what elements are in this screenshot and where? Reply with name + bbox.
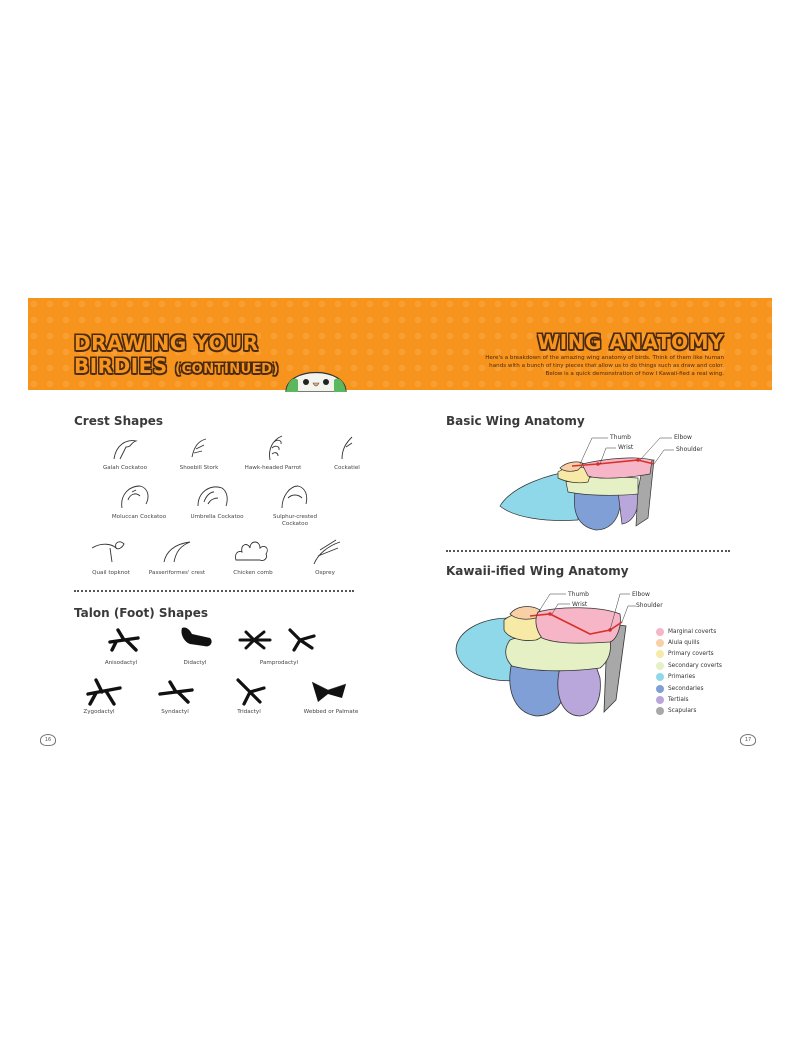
legend-item <box>656 649 722 660</box>
tridactyl-foot-icon <box>234 676 268 706</box>
legend-label: Primaries <box>668 674 696 681</box>
kawaii-wing-title: Kawaii-ified Wing Anatomy <box>446 564 629 578</box>
crest-caption-11: Osprey <box>315 570 335 576</box>
legend-item <box>656 694 722 705</box>
talon-caption-5: Syndactyl <box>161 709 189 715</box>
basic-shoulder-label: Shoulder <box>676 446 703 453</box>
page-number-left: 16 <box>40 734 56 746</box>
legend-label: Tertials <box>668 697 689 704</box>
talon-shapes-title: Talon (Foot) Shapes <box>74 606 209 620</box>
umbrella-crest-icon <box>196 482 230 510</box>
osprey-crest-icon <box>310 536 344 566</box>
didactyl-foot-icon <box>176 624 216 652</box>
talon-caption-7: Webbed or Palmate <box>303 709 359 715</box>
page-number-right: 17 <box>740 734 756 746</box>
kawaii-thumb-label: Thumb <box>568 591 589 598</box>
talon-caption-1: Anisodactyl <box>104 660 138 666</box>
wing-legend <box>656 626 722 717</box>
hawk-headed-crest-icon <box>264 432 290 462</box>
legend-item <box>656 706 722 717</box>
legend-item <box>656 637 722 648</box>
talon-caption-4: Zygodactyl <box>83 709 115 715</box>
crest-caption-4: Cockatiel <box>334 465 360 471</box>
legend-label: Secondaries <box>668 685 704 692</box>
right-divider <box>446 550 730 552</box>
kawaii-wing-diagram <box>450 588 650 724</box>
legend-item <box>656 672 722 683</box>
left-divider <box>74 590 354 592</box>
kawaii-wrist-label: Wrist <box>572 601 588 608</box>
crest-caption-9: Passeriformes' crest <box>148 570 206 576</box>
intro-text: Here's a breakdown of the amazing wing anatomy of birds. Think of them like human hands with a bunch of tiny pieces that allow us to do things such as draw and color. Below is a quick demonstration of how I Kawaii-fied a real wing. <box>485 355 724 378</box>
crest-caption-1: Galah Cockatoo <box>102 465 148 471</box>
moluccan-crest-icon <box>118 482 152 510</box>
legend-swatch <box>656 696 664 704</box>
title-suffix: (CONTINUED) <box>175 362 279 377</box>
anisodactyl-foot-icon <box>106 628 142 652</box>
crest-caption-5: Moluccan Cockatoo <box>111 514 167 520</box>
talon-caption-3: Pamprodactyl <box>259 660 299 666</box>
webbed-foot-icon <box>308 676 348 704</box>
crest-shapes-title: Crest Shapes <box>74 414 164 428</box>
legend-label: Primary coverts <box>668 651 714 658</box>
legend-label: Secondary coverts <box>668 662 722 669</box>
galah-crest-icon <box>110 435 140 461</box>
legend-swatch <box>656 628 664 636</box>
zygodactyl-foot-icon <box>84 676 124 706</box>
legend-label: Marginal coverts <box>668 628 717 635</box>
legend-item <box>656 660 722 671</box>
legend-swatch <box>656 685 664 693</box>
title-line-2: BIRDIES <box>74 354 168 378</box>
crest-caption-2: Shoebill Stork <box>179 465 219 471</box>
crest-caption-7: Sulphur-crested Cockatoo <box>272 514 318 527</box>
pamprodactyl-foot-icon-2 <box>284 626 318 652</box>
legend-label: Alula quills <box>668 640 700 647</box>
right-page-title: WING ANATOMY <box>537 330 724 354</box>
crest-caption-8: Quail topknot <box>92 570 130 576</box>
crest-caption-6: Umbrella Cockatoo <box>190 514 244 520</box>
left-page-title <box>74 332 279 381</box>
sulphur-crested-crest-icon <box>278 482 310 510</box>
basic-thumb-label: Thumb <box>610 434 631 441</box>
cockatiel-crest-icon <box>338 435 358 461</box>
legend-swatch <box>656 707 664 715</box>
crest-caption-10: Chicken comb <box>233 570 273 576</box>
legend-label: Scapulars <box>668 708 697 715</box>
quail-topknot-icon <box>90 538 130 564</box>
talon-caption-6: Tridactyl <box>237 709 261 715</box>
kawaii-shoulder-label: Shoulder <box>636 602 663 609</box>
crest-caption-3: Hawk-headed Parrot <box>244 465 302 471</box>
talon-caption-2: Didactyl <box>183 660 207 666</box>
legend-item <box>656 626 722 637</box>
syndactyl-foot-icon <box>156 680 196 704</box>
header-banner <box>28 298 772 390</box>
basic-elbow-label: Elbow <box>674 434 692 441</box>
parakeet-icon <box>280 356 352 392</box>
legend-item <box>656 683 722 694</box>
shoebill-crest-icon <box>188 435 212 461</box>
legend-swatch <box>656 673 664 681</box>
book-spread <box>28 298 772 758</box>
chicken-comb-icon <box>232 536 272 564</box>
passeriformes-crest-icon <box>160 538 194 564</box>
legend-swatch <box>656 662 664 670</box>
basic-wing-diagram <box>488 430 688 534</box>
title-line-1: DRAWING YOUR <box>74 331 259 355</box>
kawaii-elbow-label: Elbow <box>632 591 650 598</box>
basic-wrist-label: Wrist <box>618 444 634 451</box>
legend-swatch <box>656 639 664 647</box>
basic-wing-title: Basic Wing Anatomy <box>446 414 585 428</box>
pamprodactyl-foot-icon <box>234 628 274 652</box>
legend-swatch <box>656 650 664 658</box>
